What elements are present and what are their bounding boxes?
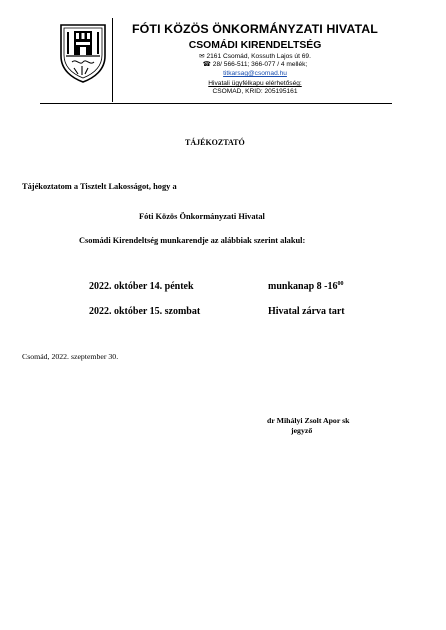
krid-identifier: CSOMAD, KRID: 205195161 (212, 88, 298, 95)
center-line-office: Fóti Közös Önkormányzati Hivatal (139, 212, 265, 221)
office-name: FÓTI KÖZÖS ÖNKORMÁNYZATI HIVATAL (132, 22, 378, 36)
schedule-row-2-date: 2022. október 15. szombat (89, 306, 201, 317)
schedule-row-1-status-sup: 00 (337, 281, 344, 287)
intro-text: Tájékoztatom a Tisztelt Lakosságot, hogy a (22, 182, 177, 191)
signature-name: dr Mihályi Zsolt Apor sk (267, 416, 350, 425)
schedule-row-1-date: 2022. október 14. péntek (89, 281, 194, 292)
office-address (120, 53, 390, 61)
phone-text: 28/ 566-511; 366-077 / 4 mellék; (212, 61, 308, 68)
header-horizontal-divider (40, 103, 392, 104)
schedule-row-2-status: Hivatal zárva tart (268, 306, 345, 317)
envelope-icon: ✉ (199, 53, 207, 60)
branch-name: CSOMÁDI KIRENDELTSÉG (188, 40, 322, 51)
gateway-label: Hivatali ügyfélkapu elérhetőség: (208, 80, 302, 87)
office-phone (120, 61, 390, 69)
phone-icon: ☎ (202, 61, 213, 68)
schedule-row-1-status (268, 281, 343, 292)
place-and-date: Csomád, 2022. szeptember 30. (22, 352, 119, 361)
schedule-row-1-status-main: munkanap 8 -16 (268, 281, 338, 292)
center-line-schedule: Csomádi Kirendeltség munkarendje az alábbiak szerint alakul: (79, 236, 306, 245)
document-heading: TÁJÉKOZTATÓ (185, 138, 245, 147)
office-email-link[interactable]: titkarsag@csomad.hu (223, 70, 287, 77)
coat-of-arms-icon (58, 22, 108, 84)
header-vertical-divider (112, 18, 113, 102)
signature-title: jegyző (291, 426, 313, 435)
address-text: 2161 Csomád, Kossuth Lajos út 69. (206, 53, 311, 60)
